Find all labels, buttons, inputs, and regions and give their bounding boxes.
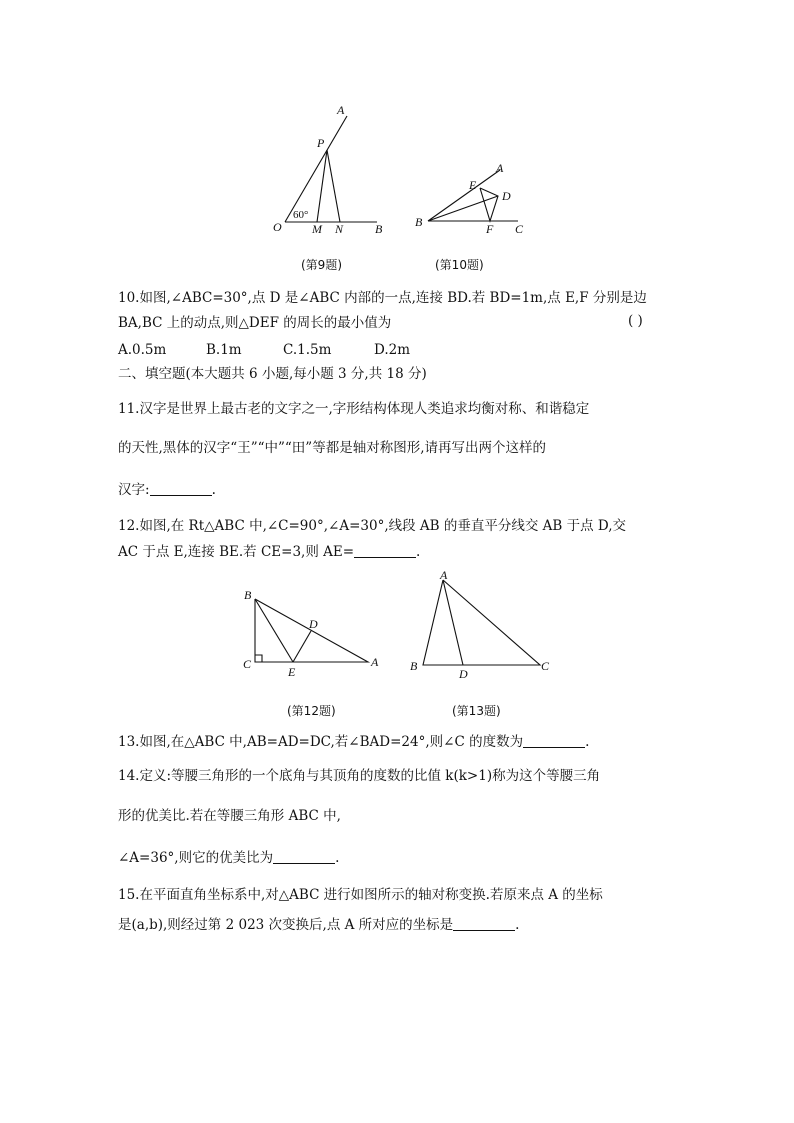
fig12-label-C: C bbox=[243, 657, 252, 671]
fig9-label-O: O bbox=[273, 220, 282, 234]
q15-line-2 bbox=[118, 915, 519, 935]
q15-answer-blank[interactable] bbox=[453, 916, 515, 931]
fig10-segment-BD bbox=[428, 196, 498, 221]
q14-line-3 bbox=[118, 848, 339, 868]
fig9-segment-PN bbox=[327, 150, 340, 222]
q12-answer-blank[interactable] bbox=[354, 543, 416, 558]
fig12-segment-BE bbox=[255, 599, 293, 662]
fig12-label-D: D bbox=[309, 617, 318, 631]
q10-option-d: D.2m bbox=[374, 342, 411, 358]
fig10-label-C: C bbox=[515, 222, 524, 236]
fig10-label-A: A bbox=[496, 161, 504, 175]
q10-line-2: BA,BC 上的动点,则△DEF 的周长的最小值为 bbox=[118, 315, 392, 331]
fig9-caption: (第9题) bbox=[301, 258, 342, 272]
fig12-right-angle-mark bbox=[255, 655, 262, 662]
fig10-label-D: D bbox=[502, 189, 511, 203]
q14-prefix: ∠A=36°,则它的优美比为 bbox=[118, 850, 274, 866]
fig13-label-B: B bbox=[410, 659, 418, 673]
q10-option-c: C.1.5m bbox=[283, 342, 332, 358]
figure-12 bbox=[240, 584, 390, 680]
fig9-segment-PM bbox=[317, 150, 327, 222]
q11-answer-blank[interactable] bbox=[150, 481, 212, 496]
q13-answer-blank[interactable] bbox=[523, 733, 585, 748]
q12-end: . bbox=[416, 544, 421, 560]
fig9-label-M: M bbox=[312, 222, 322, 236]
fig9-label-P: P bbox=[317, 136, 325, 150]
q14-line-1: 14.定义:等腰三角形的一个底角与其顶角的度数的比值 k(k>1)称为这个等腰三角 bbox=[118, 768, 601, 784]
fig13-label-A: A bbox=[440, 568, 448, 582]
fig9-label-angle: 60° bbox=[293, 209, 309, 221]
q11-prefix: 汉字: bbox=[118, 482, 150, 498]
q15-line-1: 15.在平面直角坐标系中,对△ABC 进行如图所示的轴对称变换.若原来点 A 的坐标 bbox=[118, 887, 603, 903]
fig10-label-B: B bbox=[415, 215, 423, 229]
fig10-label-E: E bbox=[469, 178, 477, 192]
fig13-label-C: C bbox=[541, 659, 550, 673]
fig10-triangle-DEF bbox=[480, 188, 498, 221]
fig13-segment-AD bbox=[443, 580, 463, 665]
fig10-label-F: F bbox=[486, 222, 494, 236]
fig13-caption: (第13题) bbox=[452, 704, 501, 718]
q11-line-2: 的天性,黑体的汉字“王”“中”“田”等都是轴对称图形,请再写出两个这样的 bbox=[118, 440, 546, 456]
fig10-ray-BA bbox=[428, 170, 500, 221]
q12-line-2 bbox=[118, 542, 420, 562]
fig12-segment-DE bbox=[293, 631, 311, 662]
q15-end: . bbox=[515, 917, 520, 933]
q11-line-3 bbox=[118, 480, 216, 500]
fig13-label-D: D bbox=[459, 667, 468, 678]
fig12-label-E: E bbox=[288, 665, 296, 679]
q11-end: . bbox=[211, 482, 216, 498]
q14-end: . bbox=[335, 850, 340, 866]
q15-prefix: 是(a,b),则经过第 2 023 次变换后,点 A 所对应的坐标是 bbox=[118, 917, 454, 933]
q14-answer-blank[interactable] bbox=[273, 849, 335, 864]
q10-option-a: A.0.5m bbox=[118, 342, 167, 358]
q13-end: . bbox=[585, 734, 590, 750]
figure-10 bbox=[410, 158, 535, 238]
fig9-label-B: B bbox=[375, 222, 383, 236]
q10-line-1: 10.如图,∠ABC=30°,点 D 是∠ABC 内部的一点,连接 BD.若 BD=1m,点 E,F 分别是边 bbox=[118, 290, 647, 306]
fig13-triangle-ABC bbox=[423, 580, 540, 665]
q10-options bbox=[118, 340, 410, 360]
q13-prefix: 13.如图,在△ABC 中,AB=AD=DC,若∠BAD=24°,则∠C 的度数为 bbox=[118, 734, 524, 750]
fig9-label-A: A bbox=[337, 103, 345, 117]
fig12-label-B: B bbox=[244, 588, 252, 602]
figure-9 bbox=[265, 100, 395, 240]
fig9-ray-OA bbox=[285, 116, 347, 222]
fig12-caption: (第12题) bbox=[287, 704, 336, 718]
q14-line-2: 形的优美比.若在等腰三角形 ABC 中, bbox=[118, 808, 341, 824]
q12-prefix: AC 于点 E,连接 BE.若 CE=3,则 AE= bbox=[118, 544, 355, 560]
fig9-label-N: N bbox=[335, 222, 344, 236]
q11-line-1: 11.汉字是世界上最古老的文字之一,字形结构体现人类追求均衡对称、和谐稳定 bbox=[118, 401, 590, 417]
q10-answer-parentheses: ( ) bbox=[628, 313, 643, 329]
figure-13 bbox=[405, 566, 565, 678]
fig12-label-A: A bbox=[371, 655, 379, 669]
fig10-caption: (第10题) bbox=[435, 258, 484, 272]
q10-option-b: B.1m bbox=[206, 342, 242, 358]
q13-line-1 bbox=[118, 732, 589, 752]
section-2-heading: 二、填空题(本大题共 6 小题,每小题 3 分,共 18 分) bbox=[118, 366, 427, 382]
q12-line-1: 12.如图,在 Rt△ABC 中,∠C=90°,∠A=30°,线段 AB 的垂直平分线交 AB 于点 D,交 bbox=[118, 518, 627, 534]
